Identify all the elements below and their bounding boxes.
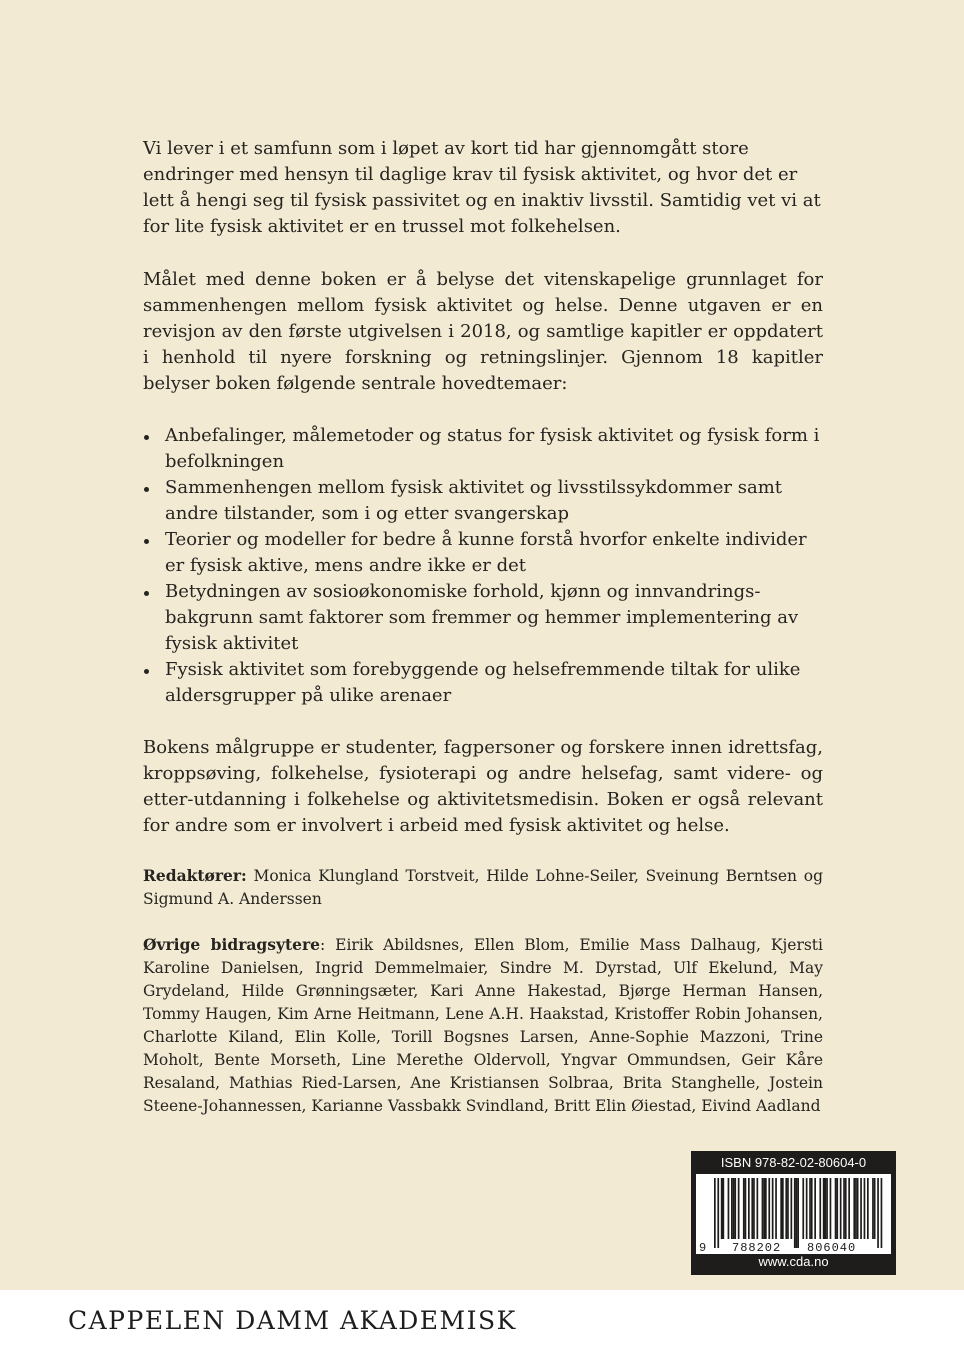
- editors-credit: [143, 864, 823, 911]
- barcode-bar: [872, 1178, 874, 1239]
- list-item-text: Anbefalinger, målemetoder og status for fysisk aktivitet og fysisk form i befolkningen: [165, 425, 820, 472]
- barcode-bar: [853, 1178, 855, 1239]
- list-item: [143, 423, 823, 475]
- barcode-bar: [731, 1178, 733, 1239]
- barcode-graphic: [696, 1174, 891, 1254]
- barcode-bar: [721, 1178, 723, 1239]
- barcode-bar: [723, 1178, 725, 1239]
- barcode-bar: [733, 1178, 735, 1239]
- bullet-icon: [144, 539, 149, 544]
- publisher-logo: CAPPELEN DAMM AKADEMISK: [68, 1306, 517, 1335]
- barcode-bar: [855, 1178, 857, 1239]
- topic-list: [143, 423, 823, 709]
- barcode-bar: [775, 1178, 777, 1239]
- barcode-bar: [867, 1178, 869, 1239]
- audience-paragraph: [143, 735, 823, 839]
- list-item-text: Fysisk aktivitet som forebyggende og helsefremmende tiltak for ulike aldersgrupper på ulike arenaer: [165, 659, 801, 706]
- barcode-bar: [814, 1178, 816, 1239]
- barcode-bar: [762, 1178, 764, 1239]
- intro-paragraph-2-text: Målet med denne boken er å belyse det vitenskapelige grunnlaget for sammenhengen mellom fysisk aktivitet og helse. Denne utgaven er en revisjon av den første utgivelsen i 2018, og samtlige kapitler er oppdatert i henhold til nyere forskning og retningslinjer. Gjennom 18 kapitler belyser boken følgende sentrale hovedtemaer:: [143, 269, 823, 394]
- barcode-bar: [765, 1178, 767, 1239]
- barcode-bar: [825, 1178, 827, 1239]
- contributors-label: Øvrige bidragsytere: [143, 935, 321, 954]
- list-item-text: Teorier og modeller for bedre å kunne forstå hvorfor enkelte individer er fysisk aktive, mens andre ikke er det: [165, 529, 807, 576]
- barcode-bar: [768, 1178, 770, 1239]
- list-item: [143, 475, 823, 527]
- bullet-icon: [144, 591, 149, 596]
- bullet-icon: [144, 435, 149, 440]
- contributors-credit: [143, 933, 823, 1118]
- list-item: [143, 527, 823, 579]
- barcode-bar: [840, 1178, 842, 1239]
- list-item: [143, 657, 823, 709]
- barcode-bar: [802, 1178, 804, 1239]
- barcode-bar: [717, 1178, 719, 1248]
- barcode-lead-digit: 9: [699, 1241, 707, 1254]
- barcode-bar: [864, 1178, 866, 1239]
- editors-names: Monica Klungland Torstveit, Hilde Lohne-Seiler, Sveinung Berntsen og Sigmund A. Anderssen: [143, 867, 823, 908]
- barcode-bar: [751, 1178, 753, 1239]
- barcode-bar: [780, 1178, 782, 1239]
- barcode-bar: [714, 1178, 716, 1248]
- barcode-bar: [797, 1178, 799, 1248]
- barcode-bar: [782, 1178, 784, 1239]
- barcode-bar: [881, 1178, 883, 1248]
- barcode-bar: [743, 1178, 745, 1239]
- barcode-bar: [836, 1178, 838, 1239]
- barcode-bar: [734, 1178, 736, 1239]
- editors-label: Redaktører:: [143, 866, 247, 885]
- isbn-label: ISBN 978-82-02-80604-0: [720, 1155, 867, 1170]
- barcode-bar: [835, 1178, 837, 1239]
- barcode-bar: [809, 1178, 811, 1239]
- intro-paragraph-2: [143, 267, 823, 397]
- barcode-bar: [874, 1178, 876, 1239]
- barcode-bar: [745, 1178, 747, 1239]
- barcode-bar: [830, 1178, 832, 1239]
- publisher-url: www.cda.no: [758, 1254, 829, 1269]
- list-item-text: Sammenhengen mellom fysisk aktivitet og livsstilssykdommer samt andre tilstander, som i og etter svangerskap: [165, 477, 783, 524]
- isbn-barcode-box: [691, 1151, 896, 1275]
- barcode-bar: [848, 1178, 850, 1239]
- bullet-icon: [144, 487, 149, 492]
- barcode-bar: [763, 1178, 765, 1239]
- barcode-bar: [757, 1178, 759, 1239]
- barcode-bar: [860, 1178, 862, 1239]
- barcode-bar: [787, 1178, 789, 1239]
- barcode-bar: [791, 1178, 793, 1239]
- barcode-bar: [845, 1178, 847, 1239]
- audience-paragraph-text: Bokens målgruppe er studenter, fagpersoner og forskere innen idrettsfag, kroppsøving, folkehelse, fysioterapi og andre helsefag, samt videre- og etter-utdanning i folkehelse og aktivitetsmedisin. Boken er også relevant for andre som er involvert i arbeid med fysisk aktivitet og helse.: [143, 737, 823, 836]
- barcode-bar: [811, 1178, 813, 1239]
- barcode: [696, 1174, 891, 1254]
- barcode-bar: [738, 1178, 740, 1239]
- barcode-bar: [823, 1178, 825, 1239]
- barcode-bar: [819, 1178, 821, 1239]
- list-item-text: Betydningen av sosioøkonomiske forhold, kjønn og innvandrings-bakgrunn samt faktorer som fremmer og hemmer implementering av fysisk aktivitet: [165, 581, 799, 654]
- barcode-right-digits: 806040: [807, 1241, 857, 1254]
- barcode-bar: [785, 1178, 787, 1239]
- contributors-names: : Eirik Abildsnes, Ellen Blom, Emilie Mass Dalhaug, Kjersti Karoline Danielsen, Ingrid Demmelmaier, Sindre M. Dyrstad, Ulf Ekelund, May Grydeland, Hilde Grønningsæter, Kari Anne Hakestad, Bjørge Herman Hansen, Tommy Haugen, Kim Arne Heitmann, Lene A.H. Haakstad, Kristoffer Robin Johansen, Charlotte Kiland, Elin Kolle, Torill Bogsnes Larsen, Anne-Sophie Mazzoni, Trine Moholt, Bente Morseth, Line Merethe Oldervoll, Yngvar Ommundsen, Geir Kåre Resaland, Mathias Ried-Larsen, Ane Kristiansen Solbraa, Brita Stanghelle, Jostein Steene-Johannessen, Karianne Vassbakk Svindland, Britt Elin Øiestad, Eivind Aadland: [143, 936, 823, 1115]
- barcode-bar: [772, 1178, 774, 1239]
- barcode-bar: [796, 1178, 798, 1248]
- barcode-bar: [877, 1178, 879, 1248]
- bullet-icon: [144, 669, 149, 674]
- intro-paragraph-1: [143, 136, 823, 240]
- barcode-bar: [753, 1178, 755, 1239]
- list-item: [143, 579, 823, 657]
- barcode-bar: [857, 1178, 859, 1239]
- barcode-bar: [748, 1178, 750, 1239]
- barcode-bar: [826, 1178, 828, 1239]
- barcode-bar: [728, 1178, 730, 1239]
- barcode-left-digits: 788202: [732, 1241, 782, 1254]
- intro-paragraph-1-text: Vi lever i et samfunn som i løpet av kort tid har gjennomgått store endringer med hensyn til daglige krav til fysisk aktivitet, og hvor det er lett å hengi seg til fysisk passivitet og en inaktiv livsstil. Samtidig vet vi at for lite fysisk aktivitet er en trussel mot folkehelsen.: [143, 138, 821, 237]
- barcode-bar: [843, 1178, 845, 1239]
- barcode-bar: [806, 1178, 808, 1239]
- barcode-bar: [794, 1178, 796, 1248]
